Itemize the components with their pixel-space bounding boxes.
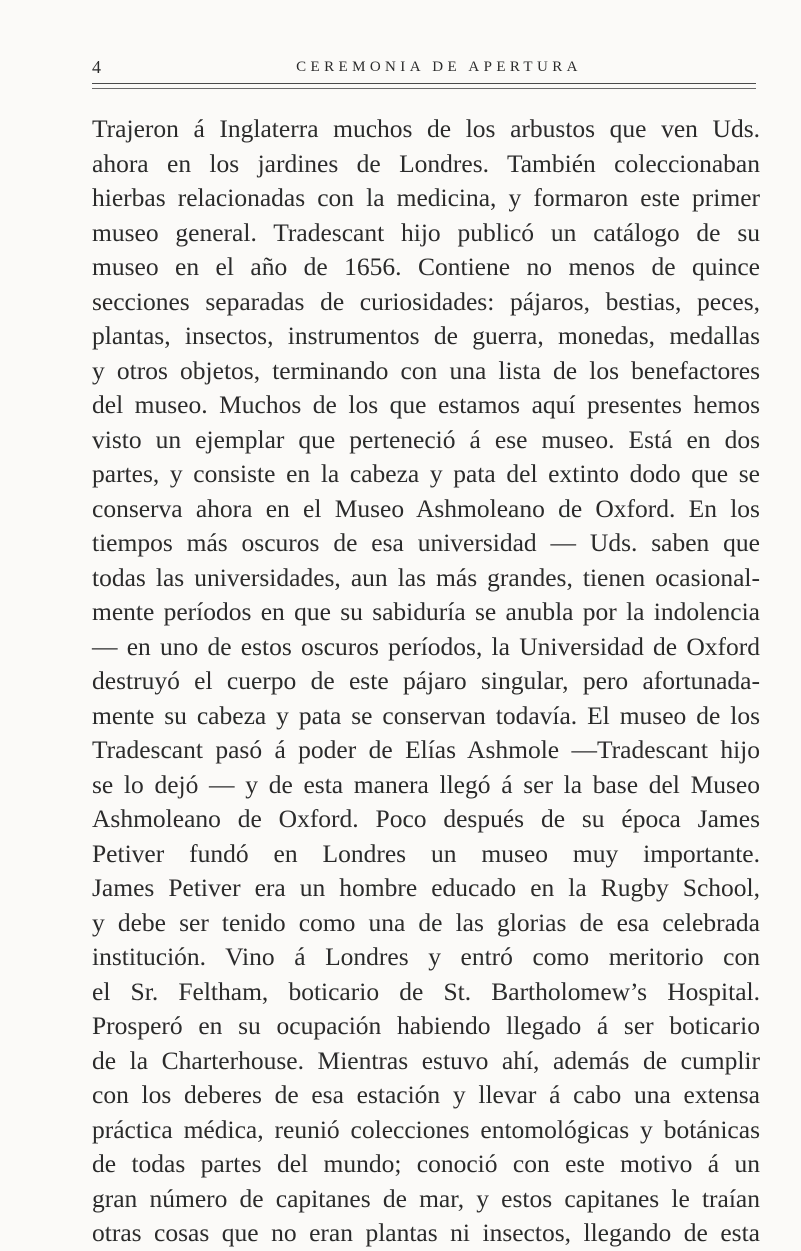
text-line: se lo dejó — y de esta manera llegó á ser la base del Museo (92, 769, 760, 799)
text-line: museo general. Tradescant hijo publicó un catálogo de su (92, 217, 760, 247)
header-rule-thick (92, 83, 756, 84)
text-line: — en uno de estos oscuros períodos, la Universidad de Oxford (92, 631, 760, 661)
text-line: de todas partes del mundo; conoció con este motivo á un (92, 1149, 760, 1178)
text-line: visto un ejemplar que perteneció á ese museo. Está en dos (92, 424, 760, 454)
text-line: institución. Vino á Londres y entró como meritorio con (92, 942, 760, 971)
text-line: destruyó el cuerpo de este pájaro singular, pero afortunada- (92, 666, 760, 695)
text-line: plantas, insectos, instrumentos de guerra, monedas, medallas (92, 321, 760, 350)
text-line: secciones separadas de curiosidades: pájaros, bestias, peces, (92, 286, 760, 316)
text-line: y otros objetos, terminando con una lista de los benefactores (92, 355, 760, 385)
page-number: 4 (92, 57, 101, 77)
text-line: James Petiver era un hombre educado en la Rugby School, (92, 873, 760, 902)
running-head: CEREMONIA DE APERTURA (296, 59, 582, 75)
body-text (92, 112, 760, 1251)
text-line: conserva ahora en el Museo Ashmoleano de Oxford. En los (92, 493, 760, 523)
text-line: Petiver fundó en Londres un museo muy importante. (92, 838, 760, 868)
text-line: partes, y consiste en la cabeza y pata del extinto dodo que se (92, 459, 760, 488)
text-line: museo en el año de 1656. Contiene no menos de quince (92, 252, 760, 281)
text-line: Tradescant pasó á poder de Elías Ashmole —Tradescant hijo (92, 735, 760, 764)
text-line: Ashmoleano de Oxford. Poco después de su época James (92, 804, 760, 833)
text-line: otras cosas que no eran plantas ni insectos, llegando de esta (92, 1218, 760, 1247)
text-line: mente su cabeza y pata se conservan todavía. El museo de los (92, 700, 760, 730)
text-line: práctica médica, reunió colecciones entomológicas y botánicas (92, 1114, 760, 1144)
text-line: con los deberes de esa estación y llevar á cabo una extensa (92, 1080, 760, 1109)
header-rule-thin (92, 88, 756, 89)
text-line: tiempos más oscuros de esa universidad — Uds. saben que (92, 528, 760, 557)
text-line: Prosperó en su ocupación habiendo llegado á ser boticario (92, 1011, 760, 1040)
text-line: el Sr. Feltham, boticario de St. Bartholomew’s Hospital. (92, 976, 760, 1006)
page-header (92, 56, 756, 82)
text-line: todas las universidades, aun las más grandes, tienen ocasional- (92, 562, 760, 592)
text-line: mente períodos en que su sabiduría se anubla por la indolencia (92, 597, 760, 626)
text-line: hierbas relacionadas con la medicina, y formaron este primer (92, 183, 760, 212)
text-line: del museo. Muchos de los que estamos aquí presentes hemos (92, 390, 760, 419)
text-line: gran número de capitanes de mar, y estos capitanes le traían (92, 1183, 760, 1213)
text-line: de la Charterhouse. Mientras estuvo ahí, además de cumplir (92, 1045, 760, 1075)
text-line: ahora en los jardines de Londres. También coleccionaban (92, 148, 760, 178)
text-line: Trajeron á Inglaterra muchos de los arbustos que ven Uds. (92, 114, 760, 143)
text-line: y debe ser tenido como una de las glorias de esa celebrada (92, 907, 760, 937)
